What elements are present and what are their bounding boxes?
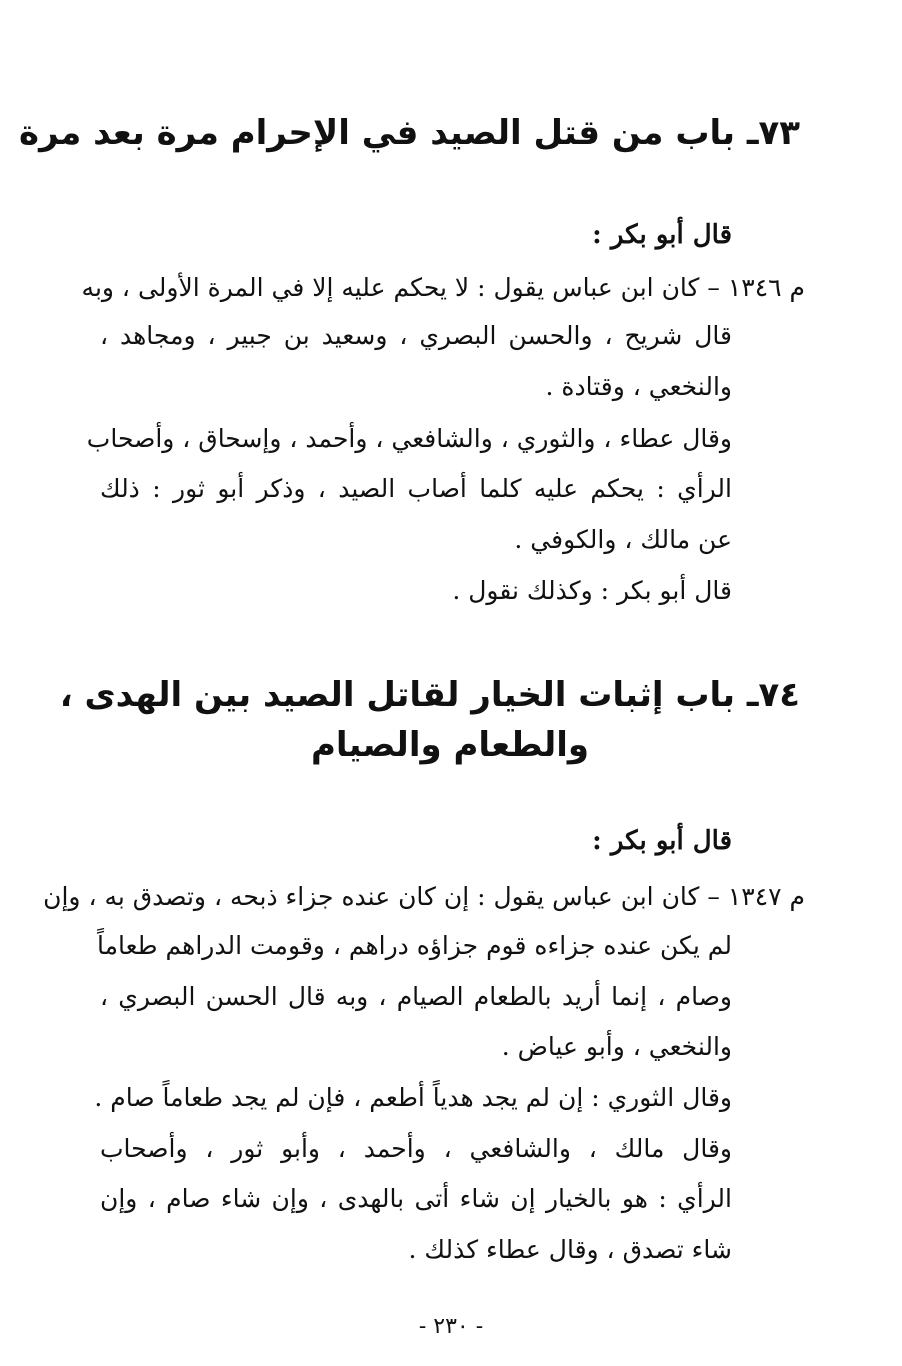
section-73-title: ٧٣ـ باب من قتل الصيد في الإحرام مرة بعد مرة	[19, 113, 800, 153]
section-73-line-3: والنخعي ، وقتادة .	[545, 372, 732, 401]
section-74-title-line-1: ٧٤ـ باب إثبات الخيار لقاتل الصيد بين الهدى ،	[59, 675, 800, 715]
section-74-line-3: وصام ، إنما أريد بالطعام الصيام ، وبه قال الحسن البصري ،	[100, 982, 732, 1011]
section-74-line-5: وقال الثوري : إن لم يجد هدياً أطعم ، فإن لم يجد طعاماً صام .	[94, 1083, 732, 1112]
section-73-line-6: عن مالك ، والكوفي .	[514, 525, 732, 554]
section-74-line-1: م ١٣٤٧ – كان ابن عباس يقول : إن كان عنده جزاء ذبحه ، وتصدق به ، وإن	[43, 882, 805, 911]
section-74-line-4: والنخعي ، وأبو عياض .	[501, 1032, 732, 1061]
section-73-intro: قال أبو بكر :	[592, 220, 732, 250]
section-74-intro: قال أبو بكر :	[592, 826, 732, 856]
section-74-line-7: الرأي : هو بالخيار إن شاء أتى بالهدى ، وإن شاء صام ، وإن	[100, 1184, 732, 1213]
section-73-line-2: قال شريح ، والحسن البصري ، وسعيد بن جبير ، ومجاهد ،	[100, 321, 732, 350]
section-73-line-4: وقال عطاء ، والثوري ، والشافعي ، وأحمد ، وإسحاق ، وأصحاب	[86, 424, 732, 453]
page-number: - ٢٣٠ -	[418, 1314, 484, 1339]
section-74-line-6: وقال مالك ، والشافعي ، وأحمد ، وأبو ثور ، وأصحاب	[100, 1134, 732, 1163]
section-74-line-2: لم يكن عنده جزاءه قوم جزاؤه دراهم ، وقومت الدراهم طعاماً	[97, 931, 732, 960]
section-73-line-5: الرأي : يحكم عليه كلما أصاب الصيد ، وذكر أبو ثور : ذلك	[100, 474, 732, 503]
section-73-line-1: م ١٣٤٦ – كان ابن عباس يقول : لا يحكم عليه إلا في المرة الأولى ، وبه	[81, 273, 805, 302]
section-74-line-8: شاء تصدق ، وقال عطاء كذلك .	[408, 1235, 732, 1264]
section-73-conclusion: قال أبو بكر : وكذلك نقول .	[452, 576, 732, 605]
section-74-title-line-2: والطعام والصيام	[310, 725, 589, 765]
